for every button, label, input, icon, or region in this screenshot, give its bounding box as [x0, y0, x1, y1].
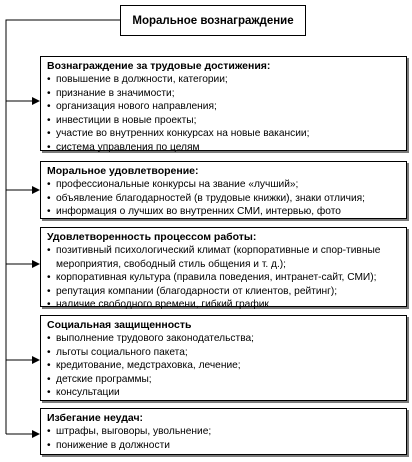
list-item: • льготы социального пакета;: [47, 346, 406, 360]
diagram-title: Моральное вознаграждение: [120, 5, 306, 36]
item-list: [47, 178, 406, 219]
list-item: • понижение в должности: [47, 439, 406, 453]
list-item: • участие во внутренних конкурсах на новые вакансии;: [47, 127, 406, 141]
section-work-process: [40, 227, 407, 311]
section-work-achievements: [40, 56, 407, 151]
list-item: • штрафы, выговоры, увольнение;: [47, 425, 406, 439]
section-heading: Избегание неудач:: [47, 412, 144, 424]
list-item: • репутация компании (благодарности от клиентов, рейтинг);: [47, 285, 406, 299]
section-moral-satisfaction: [40, 161, 407, 219]
item-list: [47, 73, 406, 155]
list-item: • признание в значимости;: [47, 87, 406, 101]
section-heading: Удовлетворенность процессом работы:: [47, 231, 257, 243]
list-item: • объявление благодарностей (в трудовые книжки), знаки отличия;: [47, 192, 406, 206]
list-item: • позитивный психологический климат (корпоративные и спор-тивные мероприятия, свободный стиль общения и т. д.);: [47, 244, 386, 271]
list-item: • информация о лучших во внутренних СМИ, интервью, фото: [47, 205, 406, 219]
list-item: • система управления по целям: [47, 141, 406, 155]
list-item: • корпоративная культура (правила поведения, интранет-сайт, СМИ);: [47, 271, 406, 285]
section-failure-avoidance: [40, 408, 407, 455]
section-heading: Социальная защищенность: [47, 319, 192, 331]
section-heading: Вознаграждение за трудовые достижения:: [47, 60, 271, 72]
list-item: • наличие свободного времени, гибкий график: [47, 298, 406, 312]
list-item: • выполнение трудового законодательства;: [47, 332, 406, 346]
list-item: • консультации: [47, 386, 406, 400]
item-list: [47, 332, 406, 400]
list-item: • профессиональные конкурсы на звание «лучший»;: [47, 178, 406, 192]
list-item: • кредитование, медстраховка, лечение;: [47, 359, 406, 373]
section-heading: Моральное удовлетворение:: [47, 165, 199, 177]
list-item: • повышение в должности, категории;: [47, 73, 406, 87]
item-list: [47, 425, 406, 452]
section-social-security: [40, 315, 407, 401]
item-list: [47, 244, 406, 312]
list-item: • детские программы;: [47, 373, 406, 387]
list-item: • инвестиции в новые проекты;: [47, 114, 406, 128]
list-item: • организация нового направления;: [47, 100, 406, 114]
